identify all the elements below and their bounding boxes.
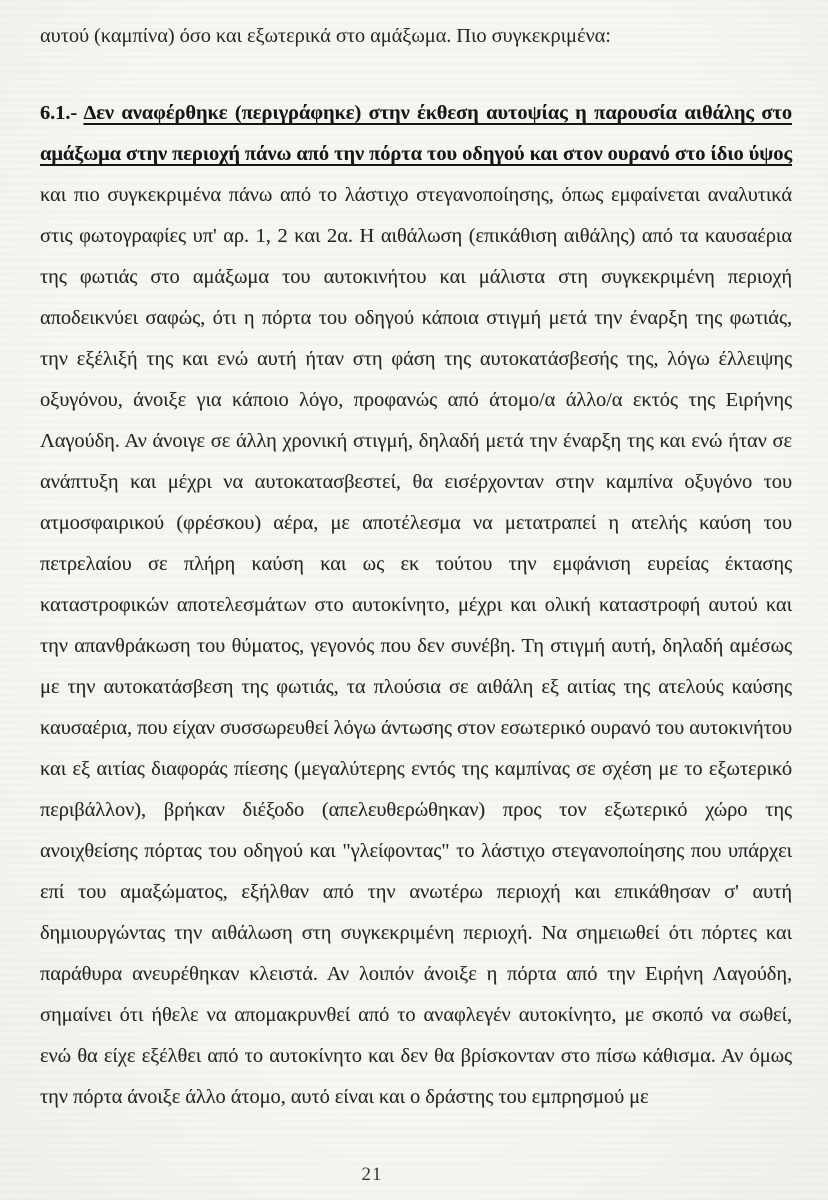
intro-paragraph: αυτού (καμπίνα) όσο και εξωτερικά στο αμάξωμα. Πιο συγκεκριμένα: [40,25,611,47]
section-body-text: και πιο συγκεκριμένα πάνω από το λάστιχο στεγανοποίησης, όπως εμφαίνεται αναλυτικά στις φωτογραφίες υπ' αρ. 1, 2 και 2α. Η αιθάλωση (επικάθιση αιθάλης) από τα καυσαέρια της φωτιάς στο αμάξωμα του αυτοκινήτου και μάλιστα στη συγκεκριμένη περιοχή αποδεικνύει σαφώς, ότι η πόρτα του οδηγού κάποια στιγμή μετά την έναρξη της φωτιάς, την εξέλιξή της και ενώ αυτή ήταν στη φάση της αυτοκατάσβεσής της, λόγω έλλειψης οξυγόνου, άνοιξε για κάποιο λόγο, προφανώς από άτομο/α άλλο/α εκτός της Ειρήνης Λαγούδη. Αν άνοιγε σε άλλη χρονική στιγμή, δηλαδή μετά την έναρξη της και ενώ ήταν σε ανάπτυξη και μέχρι να αυτοκατασβεστεί, θα εισέρχονταν στην καμπίνα οξυγόνο του ατμοσφαιρικού (φρέσκου) αέρα, με αποτέλεσμα να μετατραπεί η ατελής καύση του πετρελαίου σε πλήρη καύση και ως εκ τούτου την εμφάνιση ευρείας έκτασης καταστροφικών αποτελεσμάτων στο αυτοκίνητο, μέχρι και ολική καταστροφή αυτού και την απανθράκωση του θύματος, γεγονός που δεν συνέβη. Τη στιγμή αυτή, δηλαδή αμέσως με την αυτοκατάσβεση της φωτιάς, τα πλούσια σε αιθάλη εξ αιτίας της ατελούς καύσης καυσαέρια, που είχαν συσσωρευθεί λόγω άντωσης στον εσωτερικό ουρανό του αυτοκινήτου και εξ αιτίας διαφοράς πίεσης (μεγαλύτερης εντός της καμπίνας σε σχέση με το εξωτερικό περιβάλλον), βρήκαν διέξοδο (απελευθερώθηκαν) προς τον εξωτερικό χώρο της ανοιχθείσης πόρτας του οδηγού και "γλείφοντας" το λάστιχο στεγανοποίησης που υπάρχει επί του αμαξώματος, εξήλθαν από την ανωτέρω περιοχή και επικάθησαν σ' αυτή δημιουργώντας την αιθάλωση στη συγκεκριμένη περιοχή. Να σημειωθεί ότι πόρτες και παράθυρα ανευρέθηκαν κλειστά. Αν λοιπόν άνοιξε η πόρτα από την Ειρήνη Λαγούδη, σημαίνει ότι ήθελε να απομακρυνθεί από το αναφλεγέν αυτοκίνητο, με σκοπό να σωθεί, ενώ θα είχε εξέλθει από το αυτοκίνητο και δεν θα βρίσκονταν στο πίσω κάθισμα. Αν όμως την πόρτα άνοιξε άλλο άτομο, αυτό είναι και ο δράστης του εμπρησμού με [40,184,792,1108]
section-number: 6.1.- [40,102,84,124]
section-6-1-paragraph [40,93,792,1118]
section-heading: Δεν αναφέρθηκε (περιγράφηκε) στην έκθεση αυτοψίας η παρουσία αιθάλης στο αμάξωμα στην περιοχή πάνω από την πόρτα του οδηγού και στον ουρανό στο ίδιο ύψος [40,102,792,165]
page-number: 21 [361,1164,383,1185]
